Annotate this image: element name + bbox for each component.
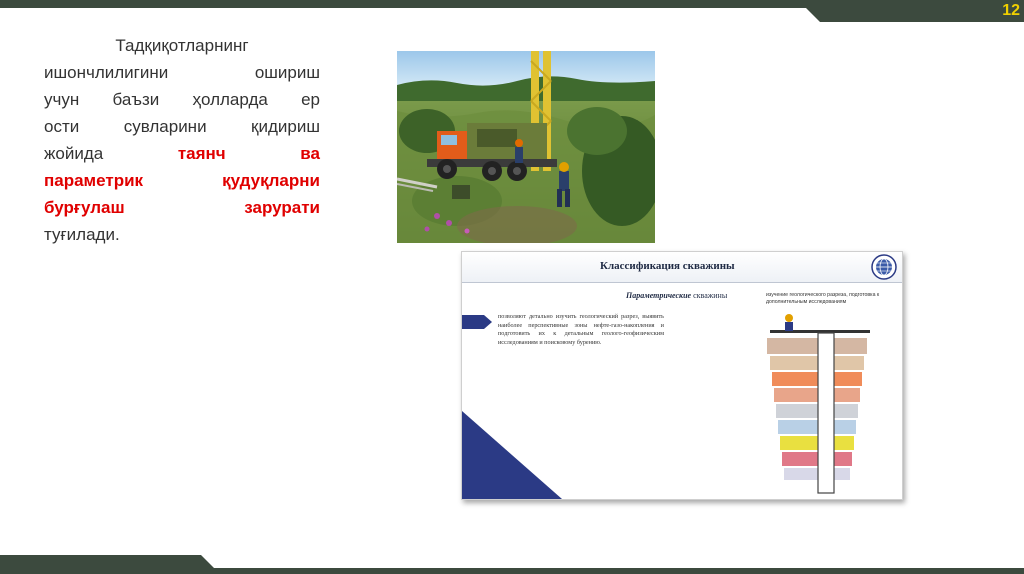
- slide-subtitle-em: Параметрические: [626, 291, 692, 300]
- top-frame-tab: [806, 8, 1024, 22]
- bottom-frame-band: [0, 568, 1024, 574]
- globe-logo-icon: [871, 254, 897, 280]
- text-line-2: ишончлилигини ошириш: [44, 63, 320, 82]
- text-line-1: Тадқиқотларнинг: [115, 36, 249, 55]
- page-number: 12: [1002, 2, 1020, 19]
- embedded-slide-classification: [461, 251, 903, 500]
- text-line-5-highlight: таянч ва: [177, 144, 320, 163]
- slide-subtitle: [626, 291, 727, 300]
- text-line-5-plain: жойида: [44, 144, 104, 163]
- slide-body-text: позволяют детально изучить геологический разрез, выявить наиболее перспективные зоны нефте-газо-накопления и подготовить их к детальным геолого-геофизическим исследованиям и поисковому бурению.: [498, 313, 664, 346]
- text-line-4: ости сувларини қидириш: [44, 117, 320, 136]
- text-line-7-highlight: бурғулаш зарурати: [44, 198, 320, 217]
- text-line-6-highlight: параметрик қудуқларни: [44, 171, 320, 190]
- slide-subtitle-rest: скважины: [693, 291, 728, 300]
- slide-right-note: изучение геологического разреза, подготовка к дополнительным исследованиям: [766, 292, 880, 305]
- arrow-right-icon: [462, 315, 492, 329]
- bottom-frame-tab: [0, 555, 214, 568]
- top-frame-band: [0, 0, 1024, 8]
- text-line-5: [44, 140, 320, 167]
- text-line-8: туғилади.: [44, 225, 120, 244]
- text-line-3: учун баъзи ҳолларда ер: [44, 90, 320, 109]
- main-text: [44, 32, 320, 248]
- drilling-rig-photo-image: [397, 51, 655, 243]
- drilling-rig-photo: [397, 51, 655, 243]
- slide-title: Классификация скважины: [600, 260, 735, 272]
- well-section-diagram: [762, 312, 892, 498]
- slide-corner-triangle: [462, 411, 562, 499]
